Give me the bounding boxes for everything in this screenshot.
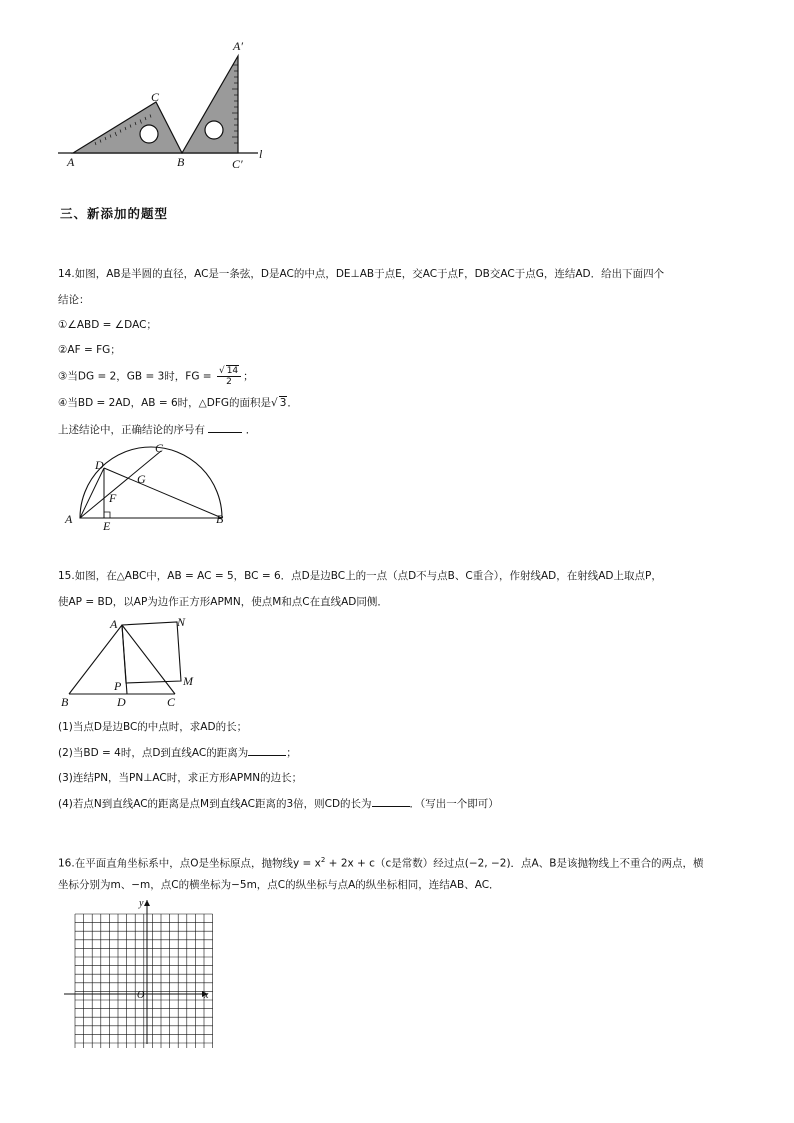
q14-c4-text: ④当BD = 2AD，AB = 6时，△DFG的面积是 [58,397,271,409]
q15-square-figure [55,612,215,712]
q15-p2-answer-blank[interactable] [248,745,286,756]
q15-line2: 使AP = BD，以AP为边作正方形APMN，使点M和点C在直线AD同侧． [58,596,388,608]
set-squares-figure [55,35,275,175]
q14-ask [58,422,256,438]
section-title: 三、新添加的题型 [60,206,169,221]
q15-p4-text: (4)若点N到直线AC的距离是点M到直线AC距离的3倍，则CD的长为 [58,798,372,810]
q15-part-3: (3)连结PN，当PN⊥AC时，求正方形APMN的边长； [58,772,303,784]
q15-part-2 [58,745,297,761]
grid-label-x: x [204,990,209,1001]
q14-semicircle-figure [60,438,240,538]
q14-c3-den: 2 [226,377,232,387]
q14-conclusion-3 [58,366,254,387]
q16-line2: 坐标分别为m、−m，点C的横坐标为−5m，点C的纵坐标与点A的纵坐标相同，连结AB、AC． [58,879,500,891]
q15-line1: 15.如图，在△ABC中，AB = AC = 5，BC = 6．点D是边BC上的一点（点D不与点B、C重合），作射线AD，在射线AD上取点P， [58,570,662,582]
grid-label-y: y [139,898,144,909]
q16-line1-b: + 2x + c（c是常数）经过点(−2, −2)．点A、B是该抛物线上不重合的两点，横 [325,857,704,870]
q15-label-D: D [117,695,126,709]
q14-c3-fraction: $\frac{√ 14}{2}$ [217,366,241,387]
q15-p4-end: ．（写出一个即可） [409,798,499,810]
q15-p2-text: (2)当BD = 4时，点D到直线AC的距离为 [58,747,249,759]
q14-c3-num: 14 [226,366,239,376]
q14-conclusion-1: ①∠ABD = ∠DAC； [58,319,157,331]
q14-label-F: F [109,491,117,505]
q14-ask-text: 上述结论中，正确结论的序号有 [58,424,205,436]
q14-answer-blank[interactable] [208,422,242,433]
q15-p4-answer-blank[interactable] [372,796,410,807]
q16-exponent: 2 [320,856,326,864]
coordinate-grid [62,896,222,1048]
q14-conclusion-2: ②AF = FG； [58,344,121,356]
grid-label-origin: O [137,990,145,1001]
label-B: B [177,155,185,169]
q16-line1 [58,852,703,872]
q14-c4-end: ． [287,397,298,409]
q15-label-C: C [167,695,176,709]
label-C-prime: C′ [232,157,243,171]
q15-part-4 [58,796,499,812]
q16-line1-a: 16.在平面直角坐标系中，点O是坐标原点，抛物线y = x [58,857,321,870]
q14-ask-end: ． [245,424,257,436]
q14-line2: 结论： [58,294,90,306]
label-l: l [259,147,263,161]
q14-label-G: G [137,472,146,486]
q15-label-M: M [183,674,193,688]
q14-label-C: C [155,441,164,455]
q14-conclusion-4: ④当BD = 2AD，AB = 6时，△DFG的面积是√ 3． [58,397,298,409]
q14-label-A: A [65,512,73,526]
label-A: A [67,155,75,169]
q15-label-A: A [110,617,118,631]
q14-line1: 14.如图，AB是半圆的直径，AC是一条弦，D是AC的中点，DE⊥AB于点E，交AC于点F，DB交AC于点G，连结AD．给出下面四个 [58,268,665,280]
q15-p2-end: ； [286,747,297,759]
q14-c3-text: ③当DG = 2，GB = 3时，FG = [58,370,215,383]
q15-label-B: B [61,695,69,709]
label-A-prime: A′ [233,39,243,53]
q14-label-B: B [216,512,224,526]
q15-part-1: (1)当点D是边BC的中点时，求AD的长； [58,721,248,733]
q15-label-N: N [177,615,186,629]
q15-label-P: P [114,679,122,693]
label-C: C [151,90,160,104]
q14-c3-end: ； [243,370,254,383]
q14-c4-radicand: 3 [279,397,287,409]
q14-label-E: E [103,519,111,533]
q14-label-D: D [95,458,104,472]
